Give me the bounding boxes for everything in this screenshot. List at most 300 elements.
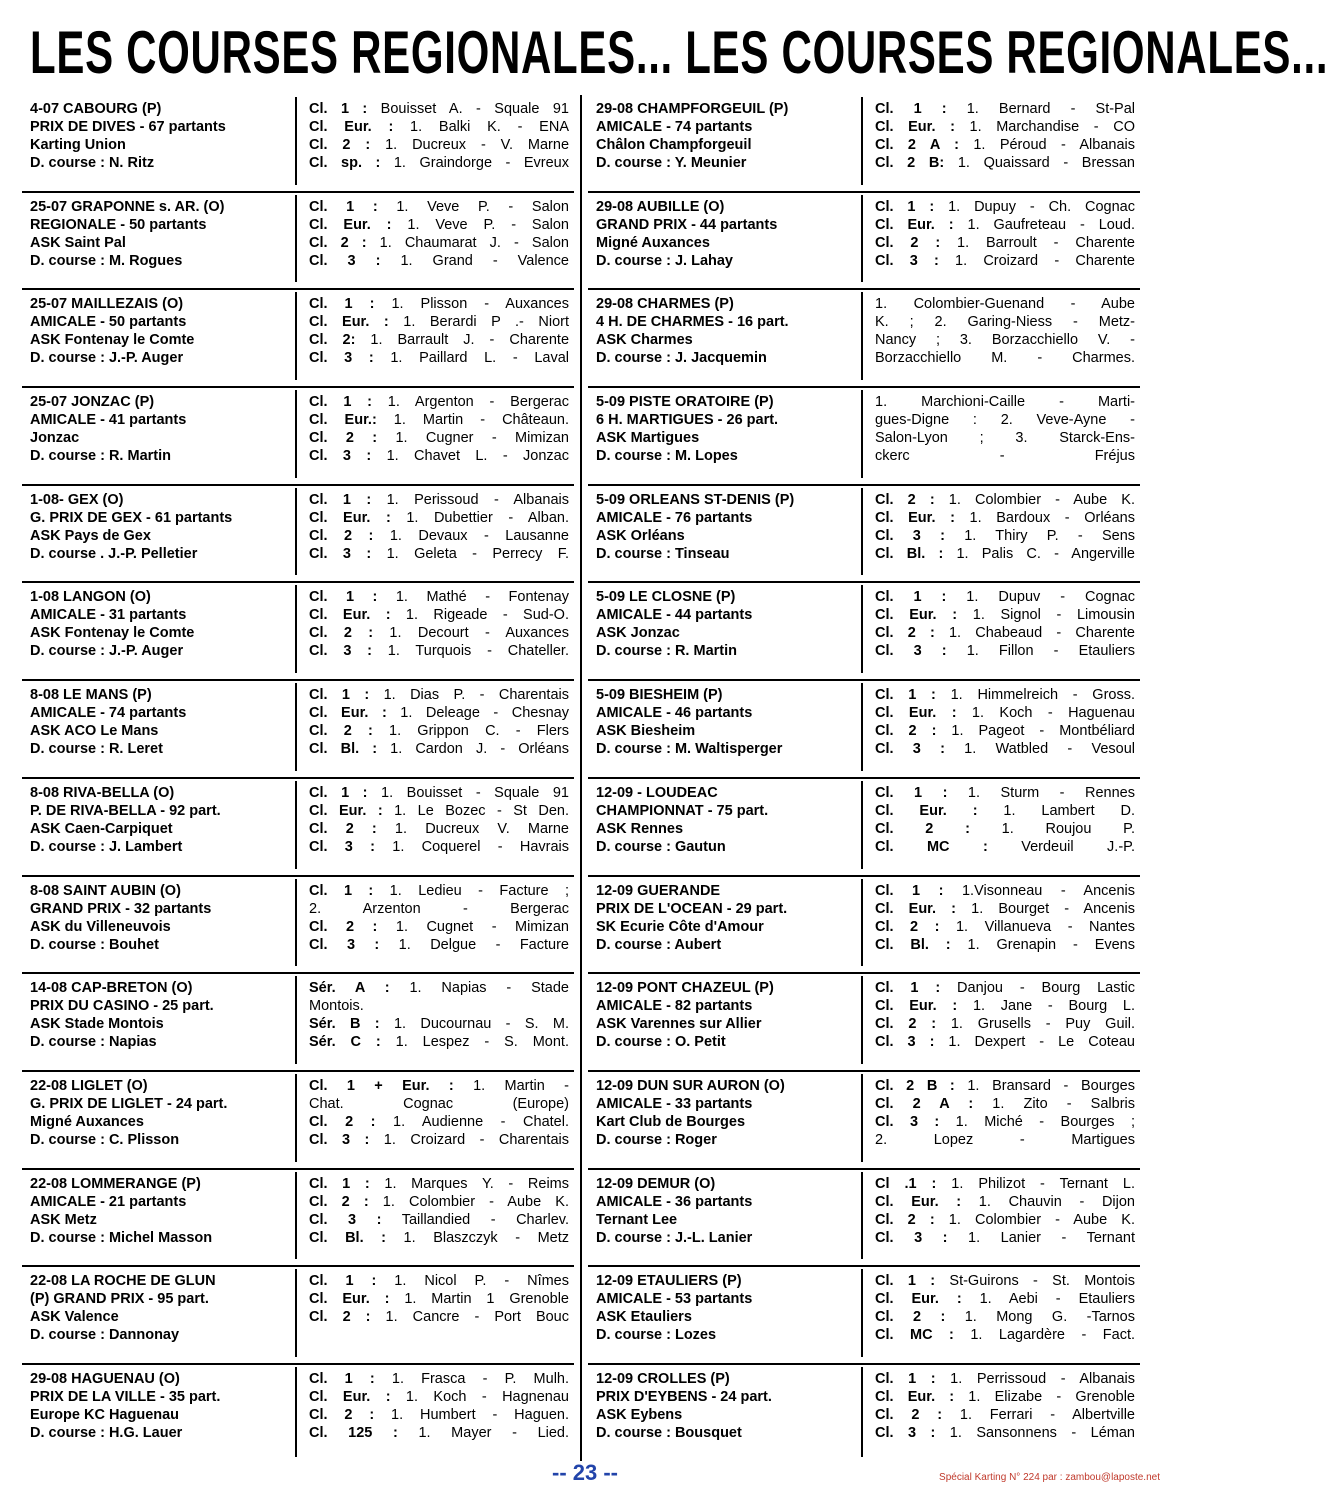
race-event: G. PRIX DE GEX - 61 partants bbox=[30, 509, 233, 526]
result-text: 1. Veve P. - Salon bbox=[391, 216, 569, 233]
race-entry bbox=[588, 1072, 1140, 1170]
result-text: 1. Paillard L. - Laval bbox=[373, 350, 569, 367]
result-text: 1. Signol - Limousin bbox=[957, 607, 1135, 624]
result-line bbox=[309, 740, 569, 758]
result-text: 1. Grenapin - Evens bbox=[950, 936, 1135, 953]
class-label: Cl. Bl. : bbox=[875, 936, 951, 953]
result-text: 1. Koch - Haguenau bbox=[956, 705, 1135, 722]
race-date-place: 12-09 ETAULIERS (P) bbox=[596, 1273, 742, 1290]
class-label: Cl. 2 : bbox=[875, 625, 935, 642]
class-label: Cl. 1 : bbox=[309, 296, 375, 313]
class-label: Cl. Eur. : bbox=[309, 607, 391, 624]
result-line bbox=[309, 198, 569, 216]
result-line bbox=[875, 295, 1135, 313]
class-label: Cl. 3 : bbox=[309, 252, 381, 269]
result-text: 1. Roujou P. bbox=[969, 820, 1135, 837]
class-label: Cl. 3 : bbox=[309, 1211, 382, 1228]
result-line bbox=[309, 1131, 569, 1149]
race-results bbox=[309, 1175, 569, 1247]
race-date-place: 12-09 DUN SUR AURON (O) bbox=[596, 1077, 785, 1094]
result-line bbox=[875, 154, 1135, 172]
race-event: AMICALE - 74 partants bbox=[596, 119, 753, 135]
class-label: Cl. 2 : bbox=[309, 918, 378, 935]
race-date-place: 8-08 RIVA-BELLA (O) bbox=[30, 784, 175, 801]
race-event: AMICALE - 46 partants bbox=[596, 705, 753, 722]
result-line bbox=[309, 588, 569, 606]
result-line bbox=[875, 545, 1135, 563]
column-divider bbox=[580, 95, 582, 1461]
result-line bbox=[875, 491, 1135, 509]
race-director: D. course : J. Jacquemin bbox=[596, 350, 767, 367]
race-entry bbox=[588, 877, 1140, 975]
race-results bbox=[875, 979, 1135, 1051]
result-line bbox=[875, 704, 1135, 722]
result-text: 1. Quaissard - Bressan bbox=[944, 155, 1135, 171]
race-date-place: 5-09 LE CLOSNE (P) bbox=[596, 589, 736, 606]
race-entry bbox=[22, 1267, 574, 1365]
result-text: Montois. bbox=[309, 998, 364, 1015]
result-text: 1. Barrault J. - Charente bbox=[355, 332, 570, 349]
result-text: 1. Mayer - Lied. bbox=[397, 1424, 570, 1441]
race-entry bbox=[22, 681, 574, 779]
result-line bbox=[875, 1175, 1135, 1193]
result-text: 1. Balki K. - ENA bbox=[393, 119, 569, 135]
class-label: Cl. 1 : bbox=[309, 1370, 375, 1387]
result-line bbox=[875, 1193, 1135, 1211]
race-date-place: 12-09 - LOUDEAC bbox=[596, 784, 718, 801]
race-event: GRAND PRIX - 44 partants bbox=[596, 216, 778, 233]
race-info bbox=[596, 686, 861, 758]
class-label: Cl. 2 : bbox=[309, 234, 367, 251]
class-label: Cl. Eur. : bbox=[875, 509, 955, 526]
race-event: (P) GRAND PRIX - 95 part. bbox=[30, 1291, 209, 1308]
class-label: Cl. Bl. : bbox=[875, 545, 944, 562]
class-label: Cl. 3 : bbox=[875, 741, 945, 758]
result-line bbox=[875, 1015, 1135, 1033]
result-line bbox=[309, 1272, 569, 1290]
result-line bbox=[309, 118, 569, 136]
result-text: 1. Chaumarat J. - Salon bbox=[366, 234, 569, 251]
class-label: Cl. 1 : bbox=[309, 784, 368, 801]
result-text: 1. Croizard - Charentais bbox=[369, 1131, 570, 1148]
race-date-place: 25-07 GRAPONNE s. AR. (O) bbox=[30, 198, 225, 215]
result-line bbox=[309, 313, 569, 331]
race-event: AMICALE - 50 partants bbox=[30, 314, 187, 331]
result-line bbox=[309, 216, 569, 234]
class-label: Cl. 2 : bbox=[309, 137, 371, 153]
result-line bbox=[309, 295, 569, 313]
result-line bbox=[875, 411, 1135, 429]
class-label: Cl. Eur. : bbox=[875, 119, 955, 135]
race-director: D. course . J.-P. Pelletier bbox=[30, 545, 198, 562]
class-label: Cl. 3 : bbox=[309, 936, 380, 953]
result-text: 1. Chabeaud - Charente bbox=[934, 625, 1135, 642]
race-info bbox=[30, 1370, 295, 1442]
result-line bbox=[309, 1326, 569, 1344]
race-club: ASK Jonzac bbox=[596, 625, 680, 642]
race-date-place: 29-08 AUBILLE (O) bbox=[596, 198, 725, 215]
result-text: 1. Fillon - Etauliers bbox=[946, 643, 1135, 660]
result-text: 2. Arzenton - Bergerac bbox=[309, 900, 569, 917]
entry-divider bbox=[295, 1269, 297, 1357]
class-label: Cl. 2 A : bbox=[875, 1095, 974, 1112]
result-line bbox=[309, 979, 569, 997]
result-text: Danjou - Bourg Lastic bbox=[940, 980, 1136, 997]
race-director: D. course : J.-P. Auger bbox=[30, 350, 184, 367]
race-club: ASK Martigues bbox=[596, 430, 700, 447]
class-label: Cl. Eur. : bbox=[309, 119, 394, 135]
result-line bbox=[875, 722, 1135, 740]
result-line bbox=[309, 1211, 569, 1229]
result-text: 1. Marques Y. - Reims bbox=[369, 1175, 569, 1192]
result-text: 1. Palis C. - Angerville bbox=[943, 545, 1135, 562]
class-label: Cl. Eur. : bbox=[875, 998, 958, 1015]
result-text: 1. Lambert D. bbox=[977, 802, 1135, 819]
race-director: D. course : M. Rogues bbox=[30, 252, 183, 269]
result-line bbox=[309, 1229, 569, 1247]
result-text: 1. Perissoud - Albanais bbox=[371, 491, 569, 508]
race-event: PRIX DU CASINO - 25 part. bbox=[30, 998, 214, 1015]
result-line bbox=[875, 936, 1135, 954]
result-text: 1. Lespez - S. Mont. bbox=[380, 1034, 569, 1051]
result-text: 1. Audienne - Chatel. bbox=[375, 1113, 569, 1130]
class-label: Cl. Eur. : bbox=[309, 314, 389, 331]
race-results bbox=[875, 882, 1135, 954]
entry-divider bbox=[295, 488, 297, 576]
entry-divider bbox=[861, 1074, 863, 1162]
class-label: Cl. 1 : bbox=[875, 687, 936, 704]
class-label: Cl. 1 : bbox=[309, 1175, 370, 1192]
result-text: 2. Lopez - Martigues bbox=[875, 1131, 1135, 1148]
race-director: D. course : H.G. Lauer bbox=[30, 1424, 183, 1441]
result-text: 1. Mong G. -Tarnos bbox=[945, 1309, 1135, 1326]
race-club: Jonzac bbox=[30, 430, 80, 447]
race-info bbox=[596, 588, 861, 660]
result-line bbox=[875, 1131, 1135, 1149]
class-label: Cl. 1 : bbox=[309, 882, 374, 899]
result-text: gues-Digne : 2. Veve-Ayne - bbox=[875, 412, 1135, 429]
race-results bbox=[309, 882, 569, 954]
result-line bbox=[309, 722, 569, 740]
result-text: 1. Devaux - Lausanne bbox=[373, 527, 569, 544]
race-results bbox=[309, 491, 569, 563]
race-club: ASK Fontenay le Comte bbox=[30, 625, 195, 642]
race-info bbox=[596, 1077, 861, 1149]
race-club: ASK Fontenay le Comte bbox=[30, 332, 195, 349]
race-club: Migné Auxances bbox=[30, 1113, 144, 1130]
race-info bbox=[596, 100, 861, 172]
class-label: Cl. 2 : bbox=[309, 1309, 371, 1326]
race-results bbox=[309, 1370, 569, 1442]
entry-divider bbox=[295, 1367, 297, 1457]
result-line bbox=[875, 252, 1135, 270]
result-text: 1. Colombier - Aube K. bbox=[934, 1211, 1135, 1228]
race-entry bbox=[588, 193, 1140, 291]
result-text: 1. Colombier-Guenand - Aube bbox=[875, 296, 1135, 313]
race-event: AMICALE - 31 partants bbox=[30, 607, 187, 624]
result-line bbox=[309, 1290, 569, 1308]
result-line bbox=[309, 1193, 569, 1211]
race-date-place: 5-09 PISTE ORATOIRE (P) bbox=[596, 394, 774, 411]
result-line bbox=[309, 1077, 569, 1095]
left-column bbox=[22, 95, 574, 1463]
result-line bbox=[309, 1015, 569, 1033]
class-label: Cl. 2 : bbox=[309, 1113, 376, 1130]
result-line bbox=[875, 784, 1135, 802]
result-line bbox=[875, 100, 1135, 118]
race-event: AMICALE - 44 partants bbox=[596, 607, 753, 624]
race-entry bbox=[22, 486, 574, 584]
race-results bbox=[875, 1175, 1135, 1247]
entry-divider bbox=[295, 195, 297, 283]
race-event: PRIX D'EYBENS - 24 part. bbox=[596, 1388, 772, 1405]
result-text: 1. Colombier - Aube K. bbox=[368, 1193, 569, 1210]
result-text: 1. Gaufreteau - Loud. bbox=[953, 216, 1135, 233]
entry-divider bbox=[861, 1172, 863, 1260]
class-label: Cl. 2 : bbox=[875, 234, 941, 251]
result-line bbox=[309, 1370, 569, 1388]
result-text: 1. Bernard - St-Pal bbox=[946, 101, 1136, 117]
race-date-place: 4-07 CABOURG (P) bbox=[30, 101, 162, 117]
race-entry bbox=[588, 583, 1140, 681]
race-results bbox=[309, 979, 569, 1051]
entry-divider bbox=[861, 781, 863, 869]
race-director: D. course : J.-L. Lanier bbox=[596, 1229, 753, 1246]
result-line bbox=[309, 838, 569, 856]
result-text: 1. Dias P. - Charentais bbox=[369, 687, 570, 704]
result-text: 1. Berardi P .- Niort bbox=[388, 314, 569, 331]
result-line bbox=[309, 527, 569, 545]
race-results bbox=[875, 686, 1135, 758]
class-label: Cl. 2 : bbox=[875, 1016, 937, 1033]
race-results bbox=[309, 198, 569, 270]
class-label: Cl. 2 B : bbox=[875, 1077, 955, 1094]
result-line bbox=[309, 447, 569, 465]
entry-divider bbox=[295, 390, 297, 478]
race-info bbox=[30, 1077, 295, 1149]
result-text: 1. Aebi - Etauliers bbox=[961, 1291, 1135, 1308]
result-line bbox=[875, 979, 1135, 997]
result-text: 1. Ducreux - V. Marne bbox=[370, 137, 570, 153]
result-line bbox=[309, 234, 569, 252]
race-results bbox=[875, 491, 1135, 563]
result-text: 1. Humbert - Haguen. bbox=[374, 1406, 569, 1423]
result-line bbox=[309, 936, 569, 954]
result-line bbox=[309, 784, 569, 802]
race-director: D. course : C. Plisson bbox=[30, 1131, 180, 1148]
result-text: 1. Dupuy - Ch. Cognac bbox=[934, 198, 1135, 215]
race-entry bbox=[588, 974, 1140, 1072]
race-info bbox=[30, 393, 295, 465]
class-label: Cl. 2 : bbox=[309, 820, 377, 837]
race-info bbox=[30, 784, 295, 856]
race-info bbox=[596, 393, 861, 465]
race-entry bbox=[588, 779, 1140, 877]
result-line bbox=[875, 1211, 1135, 1229]
result-line bbox=[875, 331, 1135, 349]
entry-divider bbox=[295, 1172, 297, 1260]
class-label: Cl. 2 : bbox=[875, 1309, 946, 1326]
class-label: Cl. 2 : bbox=[309, 430, 378, 447]
entry-divider bbox=[861, 683, 863, 771]
race-info bbox=[30, 882, 295, 954]
result-line bbox=[309, 509, 569, 527]
class-label: Cl. Eur. : bbox=[309, 705, 387, 722]
result-line bbox=[875, 820, 1135, 838]
class-label: Cl. 1 : bbox=[309, 198, 378, 215]
result-text: 1. Elizabe - Grenoble bbox=[954, 1388, 1135, 1405]
entry-divider bbox=[295, 879, 297, 967]
result-text: 1. Jane - Bourg L. bbox=[957, 998, 1135, 1015]
race-date-place: 1-08 LANGON (O) bbox=[30, 589, 151, 606]
class-label: Cl. 1 : bbox=[875, 882, 944, 899]
race-info bbox=[596, 784, 861, 856]
result-text: 1. Martin - Châteaun. bbox=[376, 412, 569, 429]
class-label: Sér. C : bbox=[309, 1034, 381, 1051]
race-director: D. course : Roger bbox=[596, 1131, 717, 1148]
entry-divider bbox=[861, 195, 863, 283]
race-event: PRIX DE DIVES - 67 partants bbox=[30, 119, 226, 135]
result-line bbox=[309, 1095, 569, 1113]
race-info bbox=[596, 1175, 861, 1247]
entry-divider bbox=[295, 781, 297, 869]
result-text: 1. Bransard - Bourges bbox=[954, 1077, 1135, 1094]
result-text: 1. Lanier - Ternant bbox=[947, 1229, 1135, 1246]
result-text: 1. Delgue - Facture bbox=[379, 936, 569, 953]
race-event: AMICALE - 21 partants bbox=[30, 1193, 187, 1210]
class-label: Cl. Eur. : bbox=[309, 1291, 390, 1308]
class-label: Cl. 1 : bbox=[875, 980, 941, 997]
entry-divider bbox=[295, 976, 297, 1064]
entry-divider bbox=[861, 1367, 863, 1457]
race-event: 6 H. MARTIGUES - 26 part. bbox=[596, 412, 779, 429]
race-director: D. course : M. Lopes bbox=[596, 448, 738, 465]
result-line bbox=[309, 491, 569, 509]
entry-divider bbox=[861, 1269, 863, 1357]
race-entry bbox=[22, 290, 574, 388]
race-event: AMICALE - 53 partants bbox=[596, 1291, 753, 1308]
race-entry bbox=[588, 1267, 1140, 1365]
race-director: D. course : Y. Meunier bbox=[596, 155, 747, 171]
class-label: Cl. 2 : bbox=[309, 723, 373, 740]
race-info bbox=[30, 491, 295, 563]
class-label: Cl. Eur. : bbox=[875, 216, 954, 233]
result-text: 1. Chauvin - Dijon bbox=[961, 1193, 1135, 1210]
class-label: Cl. 2 : bbox=[309, 1193, 369, 1210]
result-text: 1. Cardon J. - Orléans bbox=[377, 741, 570, 758]
result-text: 1. Ducreux V. Marne bbox=[376, 820, 569, 837]
race-club: Europe KC Haguenau bbox=[30, 1406, 180, 1423]
class-label: Cl. 3 : bbox=[875, 643, 947, 660]
result-line bbox=[875, 527, 1135, 545]
race-entry bbox=[22, 193, 574, 291]
race-info bbox=[596, 198, 861, 270]
result-line bbox=[309, 802, 569, 820]
result-line bbox=[309, 1388, 569, 1406]
result-line bbox=[875, 118, 1135, 136]
class-label: Cl. Eur. : bbox=[875, 900, 957, 917]
result-line bbox=[309, 100, 569, 118]
result-text: 1. Martin 1 Grenoble bbox=[389, 1291, 569, 1308]
race-results bbox=[875, 295, 1135, 367]
race-director: D. course : R. Martin bbox=[30, 448, 171, 465]
entry-divider bbox=[861, 292, 863, 380]
result-text: 1. Grusells - Puy Guil. bbox=[936, 1016, 1135, 1033]
race-results bbox=[875, 1272, 1135, 1344]
result-text: 1. Le Bozec - St Den. bbox=[382, 802, 569, 819]
result-line bbox=[875, 1272, 1135, 1290]
race-club: ASK Varennes sur Allier bbox=[596, 1016, 762, 1033]
result-text: 1. Martin - bbox=[453, 1077, 569, 1094]
class-label: Sér. A : bbox=[309, 980, 390, 997]
result-text: Verdeuil J.-P. bbox=[987, 838, 1135, 855]
result-line bbox=[875, 997, 1135, 1015]
race-entry bbox=[22, 974, 574, 1072]
race-results bbox=[309, 1077, 569, 1149]
result-text: 1. Grippon C. - Flers bbox=[372, 723, 569, 740]
class-label: Cl. Eur. : bbox=[875, 1193, 962, 1210]
result-text: 1. Watbled - Vesoul bbox=[944, 741, 1135, 758]
race-club: ASK Metz bbox=[30, 1211, 97, 1228]
race-director: D. course : Dannonay bbox=[30, 1327, 180, 1344]
race-club: ASK Charmes bbox=[596, 332, 693, 349]
class-label: Cl. MC : bbox=[875, 838, 988, 855]
result-line bbox=[309, 393, 569, 411]
result-line bbox=[875, 642, 1135, 660]
result-text: 1. Nicol P. - Nîmes bbox=[376, 1273, 569, 1290]
class-label: Cl. Eur. : bbox=[875, 607, 958, 624]
entry-divider bbox=[295, 585, 297, 673]
race-club: ASK Saint Pal bbox=[30, 234, 126, 251]
class-label: Cl. Eur. : bbox=[875, 1291, 962, 1308]
class-label: Cl. Eur. : bbox=[875, 802, 978, 819]
result-text: 1. Veve P. - Salon bbox=[377, 198, 569, 215]
class-label: Cl. 1 : bbox=[875, 784, 948, 801]
result-text: K. ; 2. Garing-Niess - Metz- bbox=[875, 314, 1135, 331]
race-club: ASK Rennes bbox=[596, 820, 684, 837]
result-line bbox=[875, 1308, 1135, 1326]
result-line bbox=[309, 154, 569, 172]
result-line bbox=[875, 429, 1135, 447]
result-line bbox=[875, 393, 1135, 411]
class-label: Cl. 125 : bbox=[309, 1424, 398, 1441]
race-date-place: 8-08 LE MANS (P) bbox=[30, 687, 152, 704]
race-date-place: 22-08 LA ROCHE DE GLUN bbox=[30, 1273, 216, 1290]
entry-divider bbox=[295, 1074, 297, 1162]
race-date-place: 29-08 CHAMPFORGEUIL (P) bbox=[596, 101, 789, 117]
race-event: 4 H. DE CHARMES - 16 part. bbox=[596, 314, 789, 331]
result-line bbox=[875, 509, 1135, 527]
race-club: Ternant Lee bbox=[596, 1211, 678, 1228]
result-line bbox=[875, 1370, 1135, 1388]
result-line bbox=[875, 838, 1135, 856]
result-text: 1. Cugnet - Mimizan bbox=[377, 918, 569, 935]
race-info bbox=[596, 1370, 861, 1442]
class-label: Cl. 2 : bbox=[309, 527, 374, 544]
result-text: 1. Cancre - Port Bouc bbox=[370, 1309, 569, 1326]
race-director: D. course : Bouhet bbox=[30, 936, 159, 953]
result-line bbox=[875, 216, 1135, 234]
result-text: 1. Villanueva - Nantes bbox=[939, 918, 1136, 935]
race-date-place: 12-09 DEMUR (O) bbox=[596, 1175, 716, 1192]
race-entry bbox=[22, 1072, 574, 1170]
race-results bbox=[875, 588, 1135, 660]
race-info bbox=[596, 295, 861, 367]
race-event: CHAMPIONNAT - 75 part. bbox=[596, 802, 769, 819]
result-line bbox=[309, 642, 569, 660]
race-results bbox=[875, 100, 1135, 172]
result-text: Salon-Lyon ; 3. Starck-Ens- bbox=[875, 430, 1135, 447]
